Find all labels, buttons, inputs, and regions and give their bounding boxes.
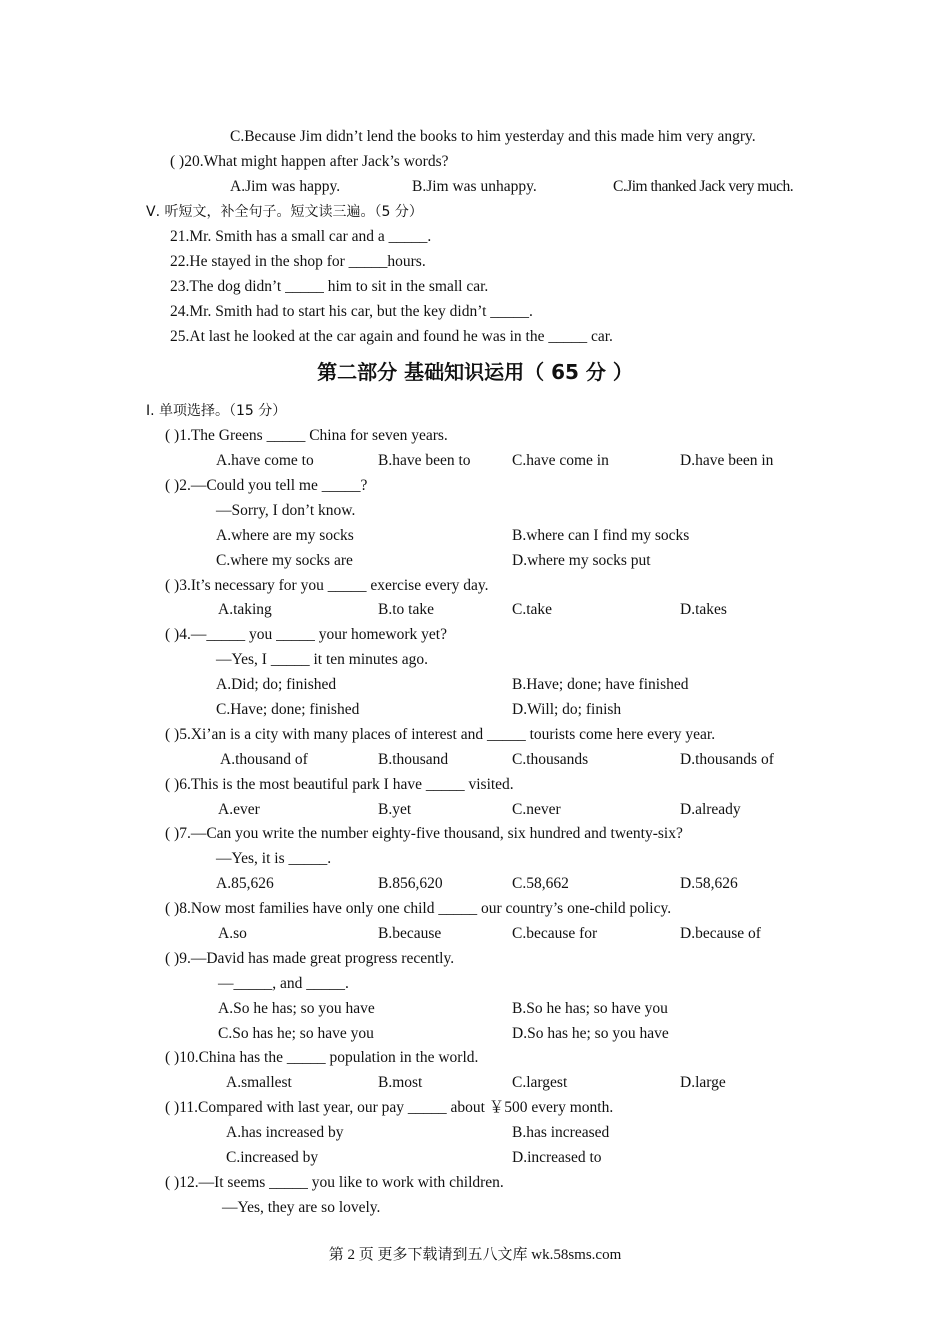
q1-option-b: B.have been to — [378, 452, 471, 469]
q4-reply: —Yes, I _____ it ten minutes ago. — [216, 651, 428, 668]
q20-option-c: C.Jim thanked Jack very much. — [613, 178, 794, 195]
q12-reply: —Yes, they are so lovely. — [222, 1199, 381, 1216]
q9-option-b: B.So he has; so have you — [512, 1000, 668, 1017]
q4-option-b: B.Have; done; have finished — [512, 676, 689, 693]
q20-option-a: A.Jim was happy. — [230, 178, 341, 195]
q1-option-d: D.have been in — [680, 452, 774, 469]
q4-option-c: C.Have; done; finished — [216, 701, 360, 718]
q7-option-a: A.85,626 — [216, 875, 274, 892]
q3-stem: ( )3.It’s necessary for you _____ exercise every day. — [165, 577, 489, 594]
q6-stem: ( )6.This is the most beautiful park I have _____ visited. — [165, 776, 514, 793]
q2-option-b: B.where can I find my socks — [512, 527, 690, 544]
q10-option-a: A.smallest — [226, 1074, 292, 1091]
q6-option-b: B.yet — [378, 801, 412, 818]
q9-option-d: D.So has he; so you have — [512, 1025, 669, 1042]
q4-option-a: A.Did; do; finished — [216, 676, 337, 693]
q4-stem: ( )4.—_____ you _____ your homework yet? — [165, 626, 447, 643]
q6-option-a: A.ever — [218, 801, 260, 818]
q8-option-d: D.because of — [680, 925, 761, 942]
q2-option-c: C.where my socks are — [216, 552, 353, 569]
q20-option-b: B.Jim was unhappy. — [412, 178, 537, 195]
q11-option-b: B.has increased — [512, 1124, 610, 1141]
q2-reply: —Sorry, I don’t know. — [216, 502, 356, 519]
q7-stem: ( )7.—Can you write the number eighty-five thousand, six hundred and twenty-six? — [165, 825, 683, 842]
part2-heading: 第二部分 基础知识运用（ 65 分 ） — [317, 360, 633, 384]
q5-option-b: B.thousand — [378, 751, 449, 768]
q3-option-c: C.take — [512, 601, 553, 618]
q3-option-d: D.takes — [680, 601, 727, 618]
q2-option-d: D.where my socks put — [512, 552, 651, 569]
q2-option-a: A.where are my socks — [216, 527, 354, 544]
q3-option-b: B.to take — [378, 601, 434, 618]
q12-stem: ( )12.—It seems _____ you like to work with children. — [165, 1174, 504, 1191]
q5-stem: ( )5.Xi’an is a city with many places of interest and _____ tourists come here every year. — [165, 726, 716, 743]
q10-option-b: B.most — [378, 1074, 423, 1091]
q1-stem: ( )1.The Greens _____ China for seven years. — [165, 427, 448, 444]
q10-stem: ( )10.China has the _____ population in the world. — [165, 1049, 479, 1066]
q7-option-c: C.58,662 — [512, 875, 569, 892]
page-footer: 第 2 页 更多下载请到五八文库 wk.58sms.com — [328, 1247, 622, 1263]
q1-option-a: A.have come to — [216, 452, 314, 469]
q7-option-d: D.58,626 — [680, 875, 738, 892]
q9-option-a: A.So he has; so you have — [218, 1000, 375, 1017]
q9-stem: ( )9.—David has made great progress recently. — [165, 950, 455, 967]
q6-option-d: D.already — [680, 801, 741, 818]
q19-option-c: C.Because Jim didn’t lend the books to him yesterday and this made him very angry. — [230, 128, 756, 145]
q8-option-c: C.because for — [512, 925, 598, 942]
q11-stem: ( )11.Compared with last year, our pay _____ about ￥500 every month. — [165, 1099, 614, 1116]
q25-line: 25.At last he looked at the car again and found he was in the _____ car. — [170, 328, 613, 345]
q2-stem: ( )2.—Could you tell me _____? — [165, 477, 368, 494]
q4-option-d: D.Will; do; finish — [512, 701, 622, 718]
q22-line: 22.He stayed in the shop for _____hours. — [170, 253, 426, 270]
section5-title: Ⅴ. 听短文，补全句子。短文读三遍。（5 分） — [146, 204, 423, 220]
q5-option-c: C.thousands — [512, 751, 589, 768]
q5-option-d: D.thousands of — [680, 751, 774, 768]
q7-reply: —Yes, it is _____. — [216, 850, 332, 867]
q23-line: 23.The dog didn’t _____ him to sit in the small car. — [170, 278, 489, 295]
q8-option-a: A.so — [218, 925, 247, 942]
q24-line: 24.Mr. Smith had to start his car, but the key didn’t _____. — [170, 303, 533, 320]
section1-title: Ⅰ. 单项选择。（15 分） — [146, 403, 287, 419]
q21-line: 21.Mr. Smith has a small car and a _____. — [170, 228, 432, 245]
q11-option-d: D.increased to — [512, 1149, 602, 1166]
q7-option-b: B.856,620 — [378, 875, 443, 892]
q9-reply: —_____, and _____. — [218, 975, 349, 992]
q6-option-c: C.never — [512, 801, 561, 818]
q1-option-c: C.have come in — [512, 452, 609, 469]
q5-option-a: A.thousand of — [220, 751, 308, 768]
q11-option-a: A.has increased by — [226, 1124, 344, 1141]
q11-option-c: C.increased by — [226, 1149, 319, 1166]
q9-option-c: C.So has he; so have you — [218, 1025, 374, 1042]
q8-option-b: B.because — [378, 925, 442, 942]
q10-option-c: C.largest — [512, 1074, 568, 1091]
q8-stem: ( )8.Now most families have only one child _____ our country’s one-child policy. — [165, 900, 672, 917]
q20-stem: ( )20.What might happen after Jack’s words? — [170, 153, 449, 170]
q3-option-a: A.taking — [218, 601, 272, 618]
q10-option-d: D.large — [680, 1074, 726, 1091]
